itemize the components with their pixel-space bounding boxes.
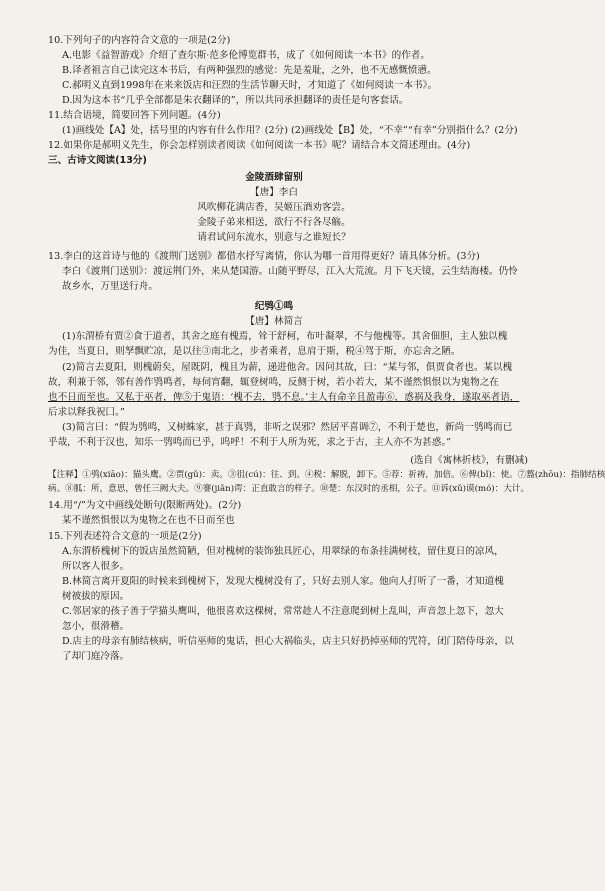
poem1-line-2: 金陵子弟来相送，欲行不行各尽觞。 [197, 217, 351, 228]
poem1-title: 金陵酒肆留别 [245, 172, 303, 183]
prose-p1-b: 为佳，当夏日，则孥飘贮凉，是以往③南北之，步者乘者，息肩于斯，税④驾于斯，亦忘舍之陋。 [48, 346, 461, 357]
q11-parts: (1)画线处【A】处，括号里的内容有什么作用？(2分) (2)画线处【B】处，“不幸”“有幸”分别指什么？(2分) [62, 125, 518, 136]
prose-p2-d: 后求以释我祝囗。” [48, 407, 125, 418]
q10-option-b: B.译者祖言自己读完这本书后，有两种强烈的感觉：先是羞耻，之外，也不无感慨愤懑。 [62, 65, 437, 76]
q13-stem: 13.李白的这首诗与他的《渡荆门送别》都借水抒写离情，你认为哪一首用得更好？请具体分析。(3分) [48, 251, 480, 262]
q13-reference-2: 故乡水，万里送行舟。 [62, 281, 158, 292]
prose-p1-a: (1)东渭桥有贾②食于道者，其舍之庭有槐焉，耸干舒柯，布叶凝翠，不与他槐等。其舍佃胆，主人独以槐 [62, 331, 508, 342]
q15-d-1: D.店主的母亲有肺结核病，听信巫师的鬼话，担心大祸临头，店主只好扔掉巫师的咒符，闭门陪侍母亲，以 [62, 636, 514, 647]
q10-option-d: D.因为这本书“几乎全部都是朱衣翻译的”，所以共同承担翻译的责任是句客套话。 [62, 95, 409, 106]
q15-c-1: C.邻居家的孩子善于学猫头鹰叫，他很喜欢这棵树，常常趁人不注意爬到树上乱叫，声音忽上忽下，忽大 [62, 606, 504, 617]
prose-source: (选自《寓林折枝》，有删减) [410, 455, 528, 466]
poem1-line-3: 请君试问东流水，别意与之谁短长？ [197, 232, 351, 243]
prose-p2-b: 故，利兼于邻，邻有善作鸮鸣者，每伺宵翻，辄登树鸣，反侧于树，若小若大，某不谨然惧恨以为鬼物之在 [48, 377, 499, 388]
q12-stem: 12.如果你是郝明义先生，你会怎样别读者阅读《如何阅读一本书》呢？请结合本文简述理由。(4分) [48, 140, 471, 151]
q15-b-1: B.林简言离开夏阳的时候来到槐树下，发现大槐树没有了，只好去别人家。他向人打听了一番，才知道槐 [62, 576, 504, 587]
q14-text: 某不谨然惧恨以为鬼物之在也不日而至也 [62, 515, 235, 526]
q15-d-2: 了却门庭冷落。 [62, 651, 130, 662]
prose-author: 【唐】林简言 [245, 316, 303, 327]
q11-stem: 11.结合语境，简要回答下列问题。(4分) [48, 110, 221, 121]
prose-p2-a: (2)简言去夏阳，则槐蔚矣，屋既阴，槐且为薪，递进他舍。因问其故，曰：“某与邻，俱贾食者也。某以槐 [62, 362, 513, 373]
q10-option-a: A.电影《益智游戏》介绍了查尔斯·范多伦博览群书，成了《如何阅读一本书》的作者。 [62, 50, 430, 61]
q10-option-c: C.郝明义直到1998年在来来饭店和汪烈的生活节聊天时，才知道了《如何阅读一本书》。 [62, 80, 438, 91]
q13-reference-1: 李白《渡荆门送别》：渡远荆门外，来从楚国游。山随平野尽，江入大荒流。月下飞天镜，云生结海楼。仍怜 [62, 266, 518, 277]
q10-stem: 10.下列句子的内容符合文意的一项是(2分) [48, 35, 231, 46]
q15-a-2: 所以客人很多。 [62, 561, 130, 572]
q15-a-1: A.东渭桥槐树下的饭店虽然简陋，但对槐树的装饰独具匠心，用翠绿的布条挂满树枝，留住夏日的凉风， [62, 546, 504, 557]
prose-p2-c: 也不日而至也。又私于巫者，俾⑤于鬼语：‘槐不去，鸮不息。’主人有命辛且盈毒⑥，惑祸及我身，遂取巫者语， [48, 392, 520, 403]
prose-p3-b: 乎哉，不利于汉也，知乐一鸮鸣而已乎，呜呼！不利于人所为死，求之于古，主人亦不为甚惑。” [48, 437, 452, 448]
q14-stem: 14.用“/”为文中画线处断句(限断两处)。(2分) [48, 500, 242, 511]
q15-b-2: 树被拔的原因。 [62, 591, 130, 602]
notes-line-2: 病。⑧胍：所，意思，曾任三阙大夫。⑨謇(jiǎn)谔：正直敢言的样子。⑩楚：东汉时的丞相，公子。⑪诉(xǔ)谟(mó)：大计。 [48, 484, 529, 494]
poem1-author: 【唐】李白 [250, 187, 298, 198]
prose-p3-a: (3)简言曰：“假为鸮鸣，又树蛛家，甚于真鸮，非听之误邪？然居平喜调⑦，不利于楚也，新尚一鸮鸣而已 [62, 422, 513, 433]
poem1-line-1: 风吹柳花满店香，吴姬压酒劝客尝。 [197, 202, 351, 213]
notes-line-1: 【注释】①鸮(xiāo)：猫头鹰。②贾(gǔ)：卖。③徂(cú)：往、到。④税：解脱，卸下。⑤荐：祈祷，加倍。⑥俾(bǐ)：使。⑦盩(zhōu)：指肺结核 [48, 470, 605, 480]
prose-title: 纪鸮①鸣 [254, 301, 294, 312]
q15-c-2: 忽小，很滑稽。 [62, 621, 130, 632]
section-3-heading: 三、古诗文阅读(13分) [48, 155, 147, 166]
q15-stem: 15.下列表述符合文意的一项是(2分) [48, 531, 202, 542]
